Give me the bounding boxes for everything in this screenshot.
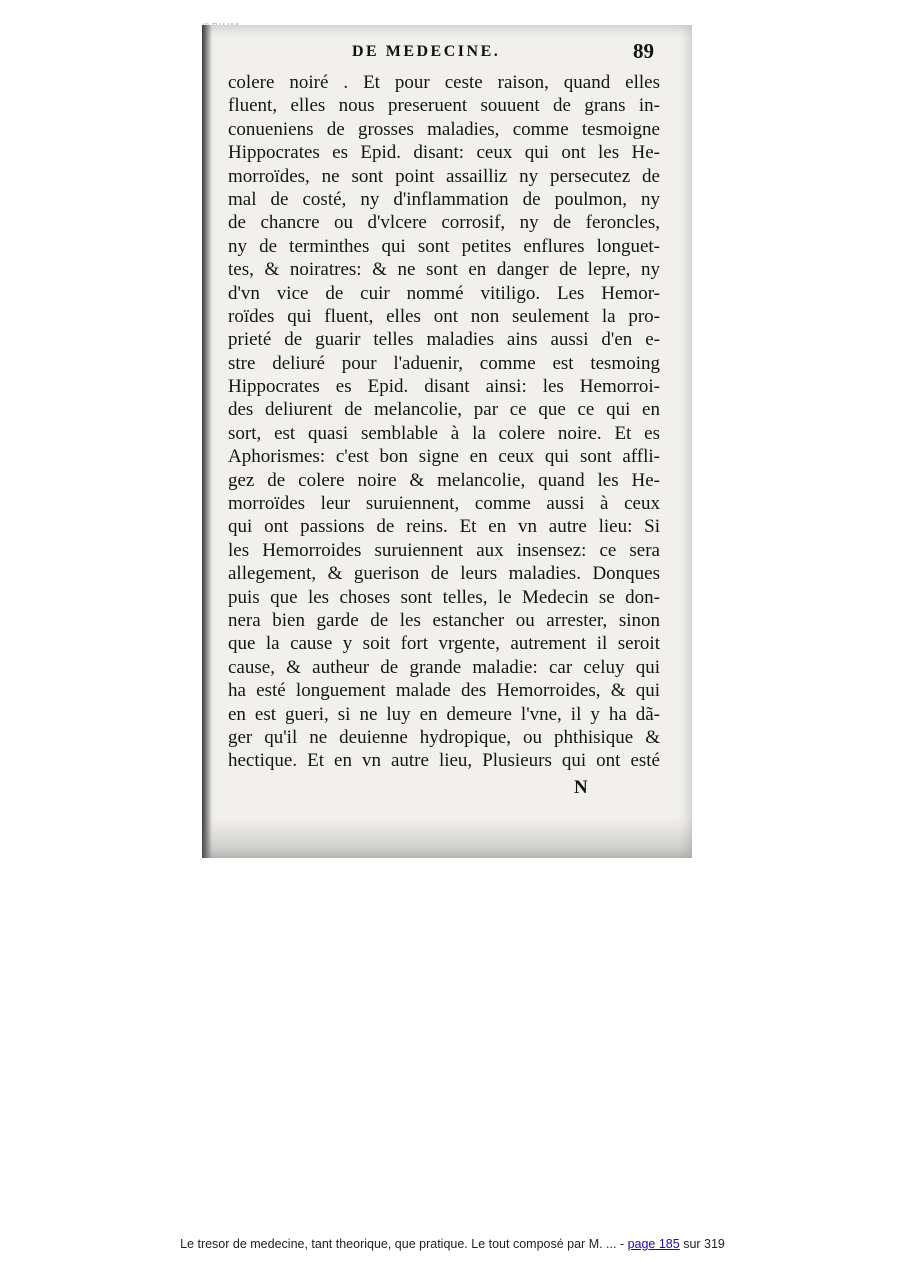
text-line: fluent, elles nous preseruent souuent de grans in-	[228, 95, 660, 117]
scanned-page	[202, 25, 692, 858]
text-line: morroïdes leur suruiennent, comme aussi à ceux	[228, 493, 660, 515]
text-line: des deliurent de melancolie, par ce que ce qui en	[228, 399, 660, 421]
text-line: les Hemorroides suruiennent aux insensez: ce sera	[228, 539, 660, 561]
text-line: ha esté longuement malade des Hemorroides, & qui	[228, 680, 660, 702]
text-line: mal de costé, ny d'inflammation de poulmon, ny	[228, 188, 660, 210]
text-line: hectique. Et en vn autre lieu, Plusieurs qui ont esté	[228, 750, 660, 772]
printed-page-number: 89	[633, 39, 654, 63]
text-line: que la cause y soit fort vrgente, autrement il seroit	[228, 633, 660, 655]
text-line: puis que les choses sont telles, le Medecin se don-	[228, 586, 660, 608]
text-line: cause, & autheur de grande maladie: car celuy qui	[228, 656, 660, 678]
text-line: morroïdes, ne sont point assailliz ny persecutez de	[228, 165, 660, 187]
text-line: roïdes qui fluent, elles ont non seulement la pro-	[228, 305, 660, 327]
text-line: sort, est quasi semblable à la colere noire. Et es	[228, 422, 660, 444]
page-count: sur 319	[679, 1237, 725, 1251]
text-line: de chancre ou d'vlcere corrosif, ny de feroncles,	[228, 212, 660, 234]
footer-separator: -	[616, 1237, 628, 1251]
text-line: ny de terminthes qui sont petites enflures longuet-	[228, 235, 660, 257]
book-title: Le tresor de medecine, tant theorique, que pratique. Le tout composé par M. ...	[180, 1237, 617, 1251]
text-line: conueniens de grosses maladies, comme tesmoigne	[228, 118, 660, 140]
text-line: allegement, & guerison de leurs maladies. Donques	[228, 563, 660, 585]
page-link[interactable]: page 185	[627, 1237, 680, 1251]
text-line: prieté de guarir telles maladies ains aussi d'en e-	[228, 329, 660, 351]
text-line: Hippocrates es Epid. disant ainsi: les Hemorroi-	[228, 376, 660, 398]
signature-mark: N	[574, 777, 588, 798]
text-line: nera bien garde de les estancher ou arrester, sinon	[228, 609, 660, 631]
page-body-text	[228, 71, 660, 773]
text-line: Aphorismes: c'est bon signe en ceux qui sont affli-	[228, 446, 660, 468]
viewer-footer	[0, 1237, 905, 1251]
text-line: en est gueri, si ne luy en demeure l'vne, il y ha dã-	[228, 703, 660, 725]
text-line: gez de colere noire & melancolie, quand les He-	[228, 469, 660, 491]
text-line: tes, & noiratres: & ne sont en danger de lepre, ny	[228, 259, 660, 281]
text-line: Hippocrates es Epid. disant: ceux qui ont les He-	[228, 142, 660, 164]
text-line: d'vn vice de cuir nommé vitiligo. Les Hemor-	[228, 282, 660, 304]
running-head: DE MEDECINE.	[352, 43, 501, 60]
text-line: colere noiré . Et pour ceste raison, quand elles	[228, 72, 660, 93]
text-line: stre deliuré pour l'aduenir, comme est tesmoing	[228, 352, 660, 374]
text-line: qui ont passions de reins. Et en vn autre lieu: Si	[228, 516, 660, 538]
text-line: ger qu'il ne deuienne hydropique, ou phthisique &	[228, 726, 660, 748]
